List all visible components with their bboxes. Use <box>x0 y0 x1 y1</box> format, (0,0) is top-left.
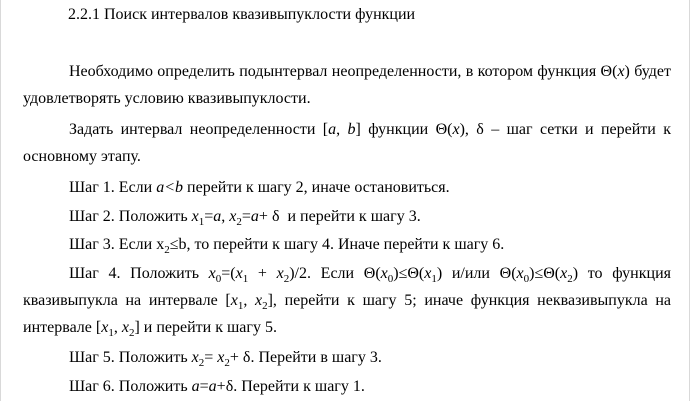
var-x: x <box>380 265 388 282</box>
text: + <box>248 265 277 282</box>
subscript: 1 <box>198 216 205 229</box>
text: = <box>204 208 214 225</box>
text: )≤Θ( <box>393 265 425 282</box>
subscript: 2 <box>224 357 230 370</box>
text: Шаг 5. Положить <box>69 349 192 366</box>
var-x: x <box>217 349 225 366</box>
subscript: 2 <box>567 273 573 286</box>
subscript: 2 <box>198 357 205 370</box>
step-2 <box>23 203 671 230</box>
var-a: a <box>213 208 222 225</box>
var-a: a <box>208 378 217 395</box>
text: + δ и перейти к шагу 3. <box>258 208 421 225</box>
text: Шаг 3. Если x <box>69 236 165 253</box>
text: +δ. Перейти к шагу 1. <box>216 378 365 395</box>
text: Шаг 2. Положить <box>69 208 192 225</box>
var-x: x <box>230 292 238 309</box>
text: = <box>241 208 251 225</box>
section-heading: 2.2.1 Поиск интервалов квазивыпуклости функции <box>68 6 416 23</box>
text: перейти к шагу 2, иначе остановиться. <box>183 179 450 196</box>
text: ), δ – шаг сетки и перейти к основному этапу. <box>23 121 672 165</box>
var-x: x <box>101 319 109 336</box>
subscript: 2 <box>164 244 170 257</box>
text: Необходимо определить подынтервал неопределенности, в котором функция Θ( <box>69 63 618 80</box>
text: , <box>243 292 255 309</box>
var-x: x <box>276 265 284 282</box>
text: = <box>199 378 209 395</box>
var-a: a <box>191 378 200 395</box>
text: Задать интервал неопределенности [ <box>69 121 329 138</box>
var-x: x <box>560 265 568 282</box>
text: + δ. Перейти в шагу 3. <box>229 349 382 366</box>
var-x: x <box>254 292 263 309</box>
var-x: x <box>191 208 199 225</box>
var-x: x <box>235 265 243 282</box>
text: )≤Θ( <box>529 265 561 282</box>
subscript: 1 <box>242 273 249 286</box>
text: =( <box>221 265 236 282</box>
step-3 <box>23 231 671 258</box>
var-a: a <box>328 121 337 138</box>
step-6 <box>23 373 671 400</box>
text: Шаг 1. Если <box>69 179 157 196</box>
text: ) будет удовлетворять условию квазивыпуклости. <box>23 63 671 107</box>
text: , <box>336 121 348 138</box>
subscript: 1 <box>431 273 437 286</box>
setup-paragraph <box>23 116 671 170</box>
text: ], перейти к шагу 5; иначе функция неквазивыпукла на интервале [ <box>23 292 671 336</box>
subscript: 1 <box>108 327 114 340</box>
var-x: x <box>208 265 216 282</box>
subscript: 0 <box>215 273 222 286</box>
text: Шаг 4. Положить <box>69 265 209 282</box>
var-x: x <box>121 319 129 336</box>
subscript: 2 <box>262 300 268 313</box>
step-4 <box>23 260 671 341</box>
subscript: 2 <box>236 216 242 229</box>
text: )/2. Если Θ( <box>289 265 381 282</box>
var-x: x <box>229 208 237 225</box>
text: , <box>113 319 122 336</box>
condition: a<b <box>156 179 184 196</box>
var-b: b <box>347 121 356 138</box>
text: ] и перейти к шагу 5. <box>134 319 277 336</box>
text: , <box>221 208 230 225</box>
var-a: a <box>250 208 259 225</box>
var-x: x <box>516 265 524 282</box>
subscript: 2 <box>283 273 290 286</box>
text: ) и/или Θ( <box>436 265 517 282</box>
subscript: 0 <box>523 273 530 286</box>
var-x: x <box>617 63 625 80</box>
var-x: x <box>452 121 460 138</box>
text: = <box>204 349 218 366</box>
text: ) то функция квазивыпукла на интервале [ <box>23 265 671 309</box>
intro-paragraph <box>23 58 671 112</box>
var-x: x <box>191 349 199 366</box>
var-x: x <box>424 265 432 282</box>
text: ] функции Θ( <box>355 121 453 138</box>
step-1 <box>23 174 671 201</box>
text: ≤b, то перейти к шагу 4. Иначе перейти к шагу 6. <box>169 236 505 253</box>
text: Шаг 6. Положить <box>69 378 192 395</box>
subscript: 1 <box>237 300 244 313</box>
subscript: 0 <box>387 273 394 286</box>
subscript: 2 <box>128 327 135 340</box>
step-5 <box>23 344 671 371</box>
